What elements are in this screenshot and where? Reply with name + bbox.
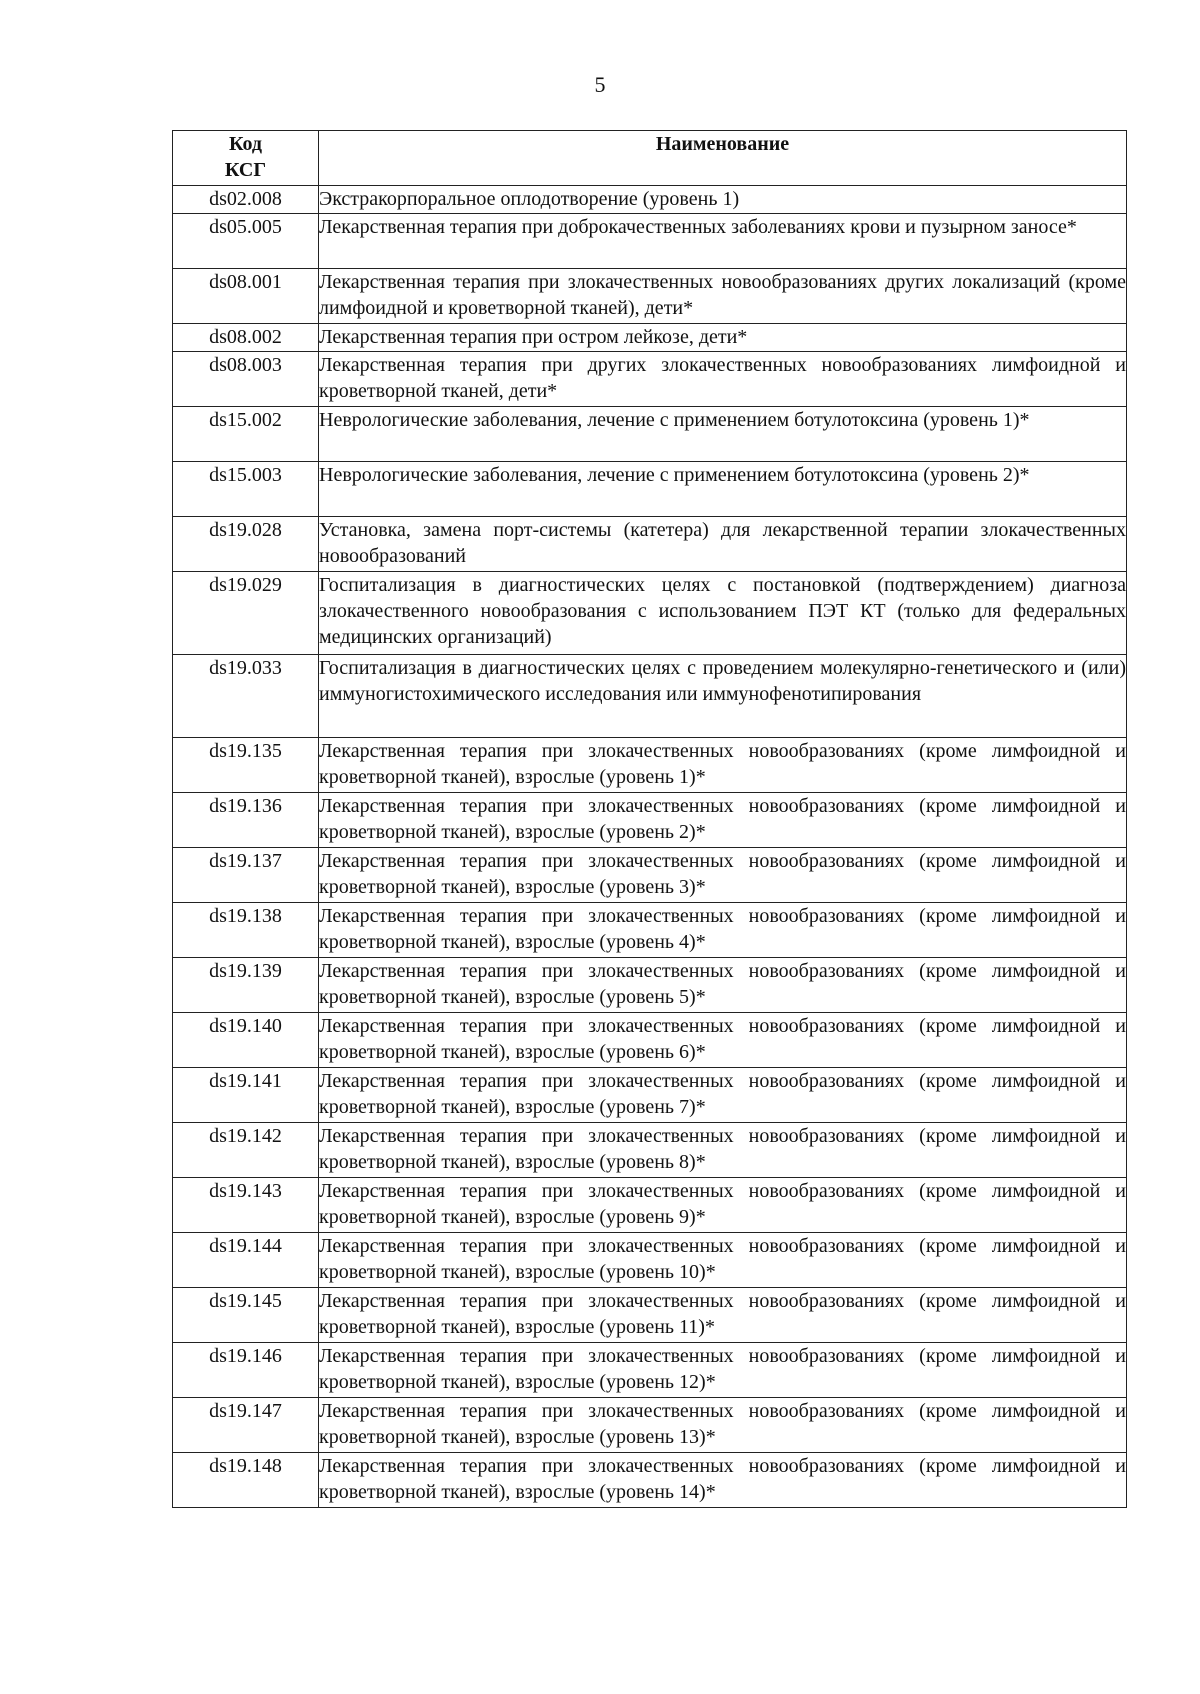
- ksg-code-cell: ds19.144: [173, 1233, 319, 1288]
- table-row: [173, 517, 1127, 572]
- table-row: [173, 655, 1127, 738]
- table-row: [173, 903, 1127, 958]
- ksg-code-cell: ds15.003: [173, 462, 319, 517]
- ksg-name-cell: Лекарственная терапия при злокачественных новообразованиях (кроме лимфоидной и кроветворной тканей), взрослые (уровень 7)*: [319, 1068, 1127, 1123]
- ksg-name-cell: Лекарственная терапия при злокачественных новообразованиях (кроме лимфоидной и кроветворной тканей), взрослые (уровень 6)*: [319, 1013, 1127, 1068]
- ksg-code-cell: ds19.029: [173, 572, 319, 655]
- ksg-code-cell: ds19.141: [173, 1068, 319, 1123]
- table-row: [173, 269, 1127, 324]
- ksg-name-cell: Лекарственная терапия при злокачественных новообразованиях (кроме лимфоидной и кроветворной тканей), взрослые (уровень 12)*: [319, 1343, 1127, 1398]
- ksg-code-cell: ds19.148: [173, 1453, 319, 1508]
- ksg-name-cell: Лекарственная терапия при злокачественных новообразованиях (кроме лимфоидной и кроветворной тканей), взрослые (уровень 1)*: [319, 738, 1127, 793]
- table-row: [173, 793, 1127, 848]
- table-row: [173, 1453, 1127, 1508]
- ksg-code-cell: ds19.139: [173, 958, 319, 1013]
- header-code-line2: КСГ: [224, 159, 267, 181]
- ksg-name-cell: Лекарственная терапия при злокачественных новообразованиях (кроме лимфоидной и кроветворной тканей), взрослые (уровень 9)*: [319, 1178, 1127, 1233]
- ksg-name-cell: Лекарственная терапия при злокачественных новообразованиях других локализаций (кроме лимфоидной и кроветворной тканей), дети*: [319, 269, 1127, 324]
- ksg-name-cell: Лекарственная терапия при других злокачественных новообразованиях лимфоидной и кроветворной тканей, дети*: [319, 352, 1127, 407]
- table-row: [173, 407, 1127, 462]
- ksg-code-cell: ds19.033: [173, 655, 319, 738]
- ksg-code-cell: ds19.146: [173, 1343, 319, 1398]
- ksg-code-cell: ds19.147: [173, 1398, 319, 1453]
- table-row: [173, 1178, 1127, 1233]
- ksg-code-cell: ds08.002: [173, 324, 319, 352]
- table-row: [173, 1343, 1127, 1398]
- ksg-code-cell: ds15.002: [173, 407, 319, 462]
- table-row: [173, 324, 1127, 352]
- ksg-name-cell: Неврологические заболевания, лечение с применением ботулотоксина (уровень 2)*: [319, 462, 1127, 517]
- ksg-code-cell: ds19.137: [173, 848, 319, 903]
- ksg-code-cell: ds19.140: [173, 1013, 319, 1068]
- ksg-code-cell: ds08.003: [173, 352, 319, 407]
- table-row: [173, 738, 1127, 793]
- ksg-name-cell: Установка, замена порт-системы (катетера) для лекарственной терапии злокачественных новообразований: [319, 517, 1127, 572]
- table-row: [173, 1013, 1127, 1068]
- table-row: [173, 848, 1127, 903]
- ksg-name-cell: Экстракорпоральное оплодотворение (уровень 1): [319, 186, 1127, 214]
- ksg-code-cell: ds19.028: [173, 517, 319, 572]
- ksg-name-cell: Лекарственная терапия при остром лейкозе, дети*: [319, 324, 1127, 352]
- ksg-code-cell: ds19.143: [173, 1178, 319, 1233]
- table-row: [173, 1288, 1127, 1343]
- table-row: [173, 1123, 1127, 1178]
- ksg-code-cell: ds19.138: [173, 903, 319, 958]
- ksg-name-cell: Лекарственная терапия при злокачественных новообразованиях (кроме лимфоидной и кроветворной тканей), взрослые (уровень 5)*: [319, 958, 1127, 1013]
- ksg-code-cell: ds19.145: [173, 1288, 319, 1343]
- table-row: [173, 214, 1127, 269]
- header-name: Наименование: [319, 131, 1127, 186]
- page-number: 5: [594, 72, 606, 97]
- table-row: [173, 186, 1127, 214]
- table-row: [173, 462, 1127, 517]
- ksg-table: [172, 130, 1127, 1508]
- ksg-code-cell: ds19.135: [173, 738, 319, 793]
- table-row: [173, 1068, 1127, 1123]
- ksg-name-cell: Лекарственная терапия при злокачественных новообразованиях (кроме лимфоидной и кроветворной тканей), взрослые (уровень 4)*: [319, 903, 1127, 958]
- ksg-name-cell: Лекарственная терапия при злокачественных новообразованиях (кроме лимфоидной и кроветворной тканей), взрослые (уровень 3)*: [319, 848, 1127, 903]
- ksg-name-cell: Лекарственная терапия при злокачественных новообразованиях (кроме лимфоидной и кроветворной тканей), взрослые (уровень 10)*: [319, 1233, 1127, 1288]
- header-code: [173, 131, 319, 186]
- ksg-code-cell: ds19.142: [173, 1123, 319, 1178]
- ksg-name-cell: Лекарственная терапия при доброкачественных заболеваниях крови и пузырном заносе*: [319, 214, 1127, 269]
- ksg-code-cell: ds08.001: [173, 269, 319, 324]
- table-header: [173, 131, 1127, 186]
- ksg-name-cell: Лекарственная терапия при злокачественных новообразованиях (кроме лимфоидной и кроветворной тканей), взрослые (уровень 14)*: [319, 1453, 1127, 1508]
- ksg-name-cell: Лекарственная терапия при злокачественных новообразованиях (кроме лимфоидной и кроветворной тканей), взрослые (уровень 13)*: [319, 1398, 1127, 1453]
- ksg-code-cell: ds02.008: [173, 186, 319, 214]
- ksg-name-cell: Госпитализация в диагностических целях с проведением молекулярно-генетического и (или) иммуногистохимического исследования или иммунофенотипирования: [319, 655, 1127, 738]
- table-row: [173, 572, 1127, 655]
- ksg-name-cell: Лекарственная терапия при злокачественных новообразованиях (кроме лимфоидной и кроветворной тканей), взрослые (уровень 8)*: [319, 1123, 1127, 1178]
- ksg-name-cell: Госпитализация в диагностических целях с постановкой (подтверждением) диагноза злокачественного новообразования с использованием ПЭТ КТ (только для федеральных медицинских организаций): [319, 572, 1127, 655]
- header-code-line1: Код: [228, 133, 263, 155]
- ksg-name-cell: Лекарственная терапия при злокачественных новообразованиях (кроме лимфоидной и кроветворной тканей), взрослые (уровень 11)*: [319, 1288, 1127, 1343]
- table-row: [173, 352, 1127, 407]
- table-row: [173, 1398, 1127, 1453]
- ksg-name-cell: Лекарственная терапия при злокачественных новообразованиях (кроме лимфоидной и кроветворной тканей), взрослые (уровень 2)*: [319, 793, 1127, 848]
- ksg-code-cell: ds05.005: [173, 214, 319, 269]
- table-row: [173, 1233, 1127, 1288]
- ksg-code-cell: ds19.136: [173, 793, 319, 848]
- ksg-name-cell: Неврологические заболевания, лечение с применением ботулотоксина (уровень 1)*: [319, 407, 1127, 462]
- table-row: [173, 958, 1127, 1013]
- table-body: [173, 186, 1127, 1508]
- header-row: [173, 131, 1127, 186]
